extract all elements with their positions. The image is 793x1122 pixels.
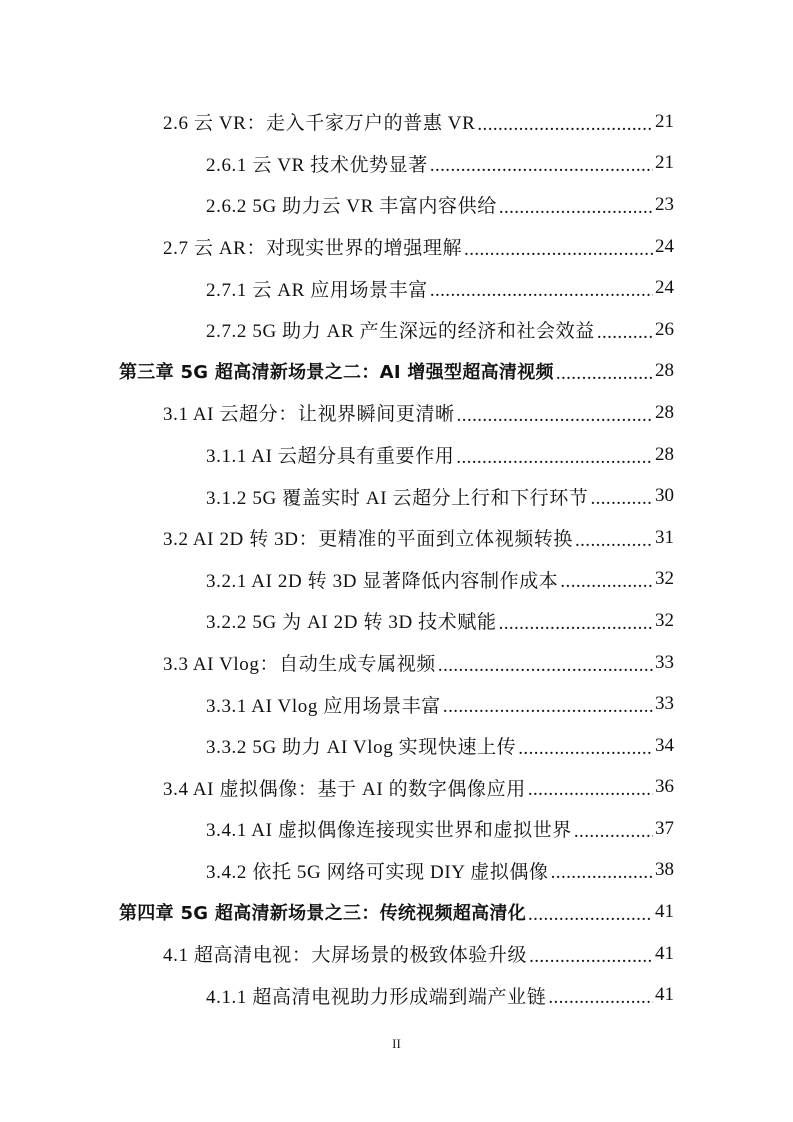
toc-entry-page: 24 [655, 277, 674, 299]
dot-leader [518, 738, 653, 760]
toc-entry-page: 26 [655, 318, 674, 340]
toc-entry[interactable] [0, 600, 793, 642]
table-of-contents [0, 101, 793, 1016]
toc-entry-page: 31 [655, 526, 674, 548]
toc-entry-title: 3.4.2 依托 5G 网络可实现 DIY 虚拟偶像 [206, 861, 549, 883]
toc-entry[interactable] [0, 933, 793, 975]
dot-leader [430, 155, 653, 177]
dot-leader [499, 613, 653, 635]
toc-entry-page: 24 [655, 235, 674, 257]
toc-entry[interactable] [0, 392, 793, 434]
toc-entry-page: 23 [655, 193, 674, 215]
toc-entry-title: 3.1 AI 云超分：让视界瞬间更清晰 [163, 404, 455, 426]
toc-entry-page: 41 [655, 984, 674, 1006]
toc-entry-title: 2.6.1 云 VR 技术优势显著 [206, 154, 428, 176]
toc-entry[interactable] [0, 808, 793, 850]
page-number-footer: II [392, 1036, 401, 1051]
dot-leader [597, 322, 653, 344]
toc-entry[interactable] [0, 767, 793, 809]
toc-entry-page: 33 [655, 651, 674, 673]
toc-entry-page: 28 [655, 443, 674, 465]
dot-leader [456, 447, 653, 469]
toc-entry-title: 2.7.1 云 AR 应用场景丰富 [206, 279, 428, 301]
toc-entry-page: 33 [655, 693, 674, 715]
toc-entry-title: 3.2.2 5G 为 AI 2D 转 3D 技术赋能 [206, 612, 497, 634]
dot-leader [528, 779, 653, 801]
dot-leader [528, 904, 653, 926]
toc-entry[interactable] [0, 101, 793, 143]
toc-entry-page: 30 [655, 485, 674, 507]
dot-leader [438, 655, 653, 677]
toc-entry-page: 28 [655, 401, 674, 423]
toc-entry-title: 4.1 超高清电视：大屏场景的极致体验升级 [163, 945, 528, 967]
toc-entry[interactable] [0, 725, 793, 767]
toc-entry[interactable] [0, 683, 793, 725]
toc-entry-page: 36 [655, 776, 674, 798]
toc-entry[interactable] [0, 475, 793, 517]
toc-entry[interactable] [0, 850, 793, 892]
toc-entry-page: 37 [655, 817, 674, 839]
dot-leader [477, 114, 653, 136]
dot-leader [556, 363, 653, 385]
toc-entry-title: 3.3.2 5G 助力 AI Vlog 实现快速上传 [206, 737, 517, 759]
toc-entry-title: 2.7 云 AR：对现实世界的增强理解 [163, 238, 463, 260]
toc-entry[interactable] [0, 184, 793, 226]
dot-leader [529, 946, 653, 968]
toc-entry[interactable] [0, 642, 793, 684]
toc-entry-page: 41 [655, 901, 674, 923]
toc-entry[interactable] [0, 226, 793, 268]
dot-leader [551, 862, 653, 884]
toc-entry[interactable] [0, 309, 793, 351]
dot-leader [499, 197, 653, 219]
dot-leader [457, 405, 653, 427]
toc-entry-page: 41 [655, 942, 674, 964]
toc-entry-page: 32 [655, 609, 674, 631]
toc-entry-title: 2.6 云 VR：走入千家万户的普惠 VR [163, 113, 476, 135]
toc-entry-title: 3.4.1 AI 虚拟偶像连接现实世界和虚拟世界 [206, 820, 572, 842]
toc-entry-page: 21 [655, 152, 674, 174]
toc-entry-title: 2.6.2 5G 助力云 VR 丰富内容供给 [206, 196, 497, 218]
dot-leader [464, 239, 653, 261]
toc-entry-title: 3.2.1 AI 2D 转 3D 显著降低内容制作成本 [206, 570, 559, 592]
dot-leader [560, 571, 653, 593]
toc-entry-page: 32 [655, 568, 674, 590]
dot-leader [430, 280, 653, 302]
toc-chapter-entry[interactable] [0, 891, 793, 933]
toc-entry-page: 21 [655, 110, 674, 132]
dot-leader [575, 530, 653, 552]
toc-entry[interactable] [0, 559, 793, 601]
toc-entry-title: 3.3.1 AI Vlog 应用场景丰富 [206, 695, 441, 717]
toc-entry-title: 第三章 5G 超高清新场景之二：AI 增强型超高清视频 [119, 362, 554, 384]
dot-leader [548, 987, 653, 1009]
dot-leader [443, 696, 653, 718]
toc-entry-title: 2.7.2 5G 助力 AR 产生深远的经济和社会效益 [206, 321, 595, 343]
toc-chapter-entry[interactable] [0, 351, 793, 393]
toc-entry[interactable] [0, 434, 793, 476]
toc-entry[interactable] [0, 143, 793, 185]
toc-entry-title: 3.1.1 AI 云超分具有重要作用 [206, 446, 455, 468]
toc-entry-title: 3.4 AI 虚拟偶像：基于 AI 的数字偶像应用 [163, 778, 526, 800]
toc-entry-page: 38 [655, 859, 674, 881]
dot-leader [590, 488, 653, 510]
toc-entry-page: 34 [655, 734, 674, 756]
toc-entry-title: 3.2 AI 2D 转 3D：更精准的平面到立体视频转换 [163, 529, 573, 551]
toc-entry-title: 4.1.1 超高清电视助力形成端到端产业链 [206, 986, 547, 1008]
toc-entry[interactable] [0, 974, 793, 1016]
toc-entry-title: 第四章 5G 超高清新场景之三：传统视频超高清化 [119, 903, 527, 925]
toc-entry[interactable] [0, 267, 793, 309]
toc-entry-page: 28 [655, 360, 674, 382]
toc-entry-title: 3.1.2 5G 覆盖实时 AI 云超分上行和下行环节 [206, 487, 589, 509]
dot-leader [574, 821, 653, 843]
toc-entry-title: 3.3 AI Vlog：自动生成专属视频 [163, 654, 436, 676]
toc-entry[interactable] [0, 517, 793, 559]
